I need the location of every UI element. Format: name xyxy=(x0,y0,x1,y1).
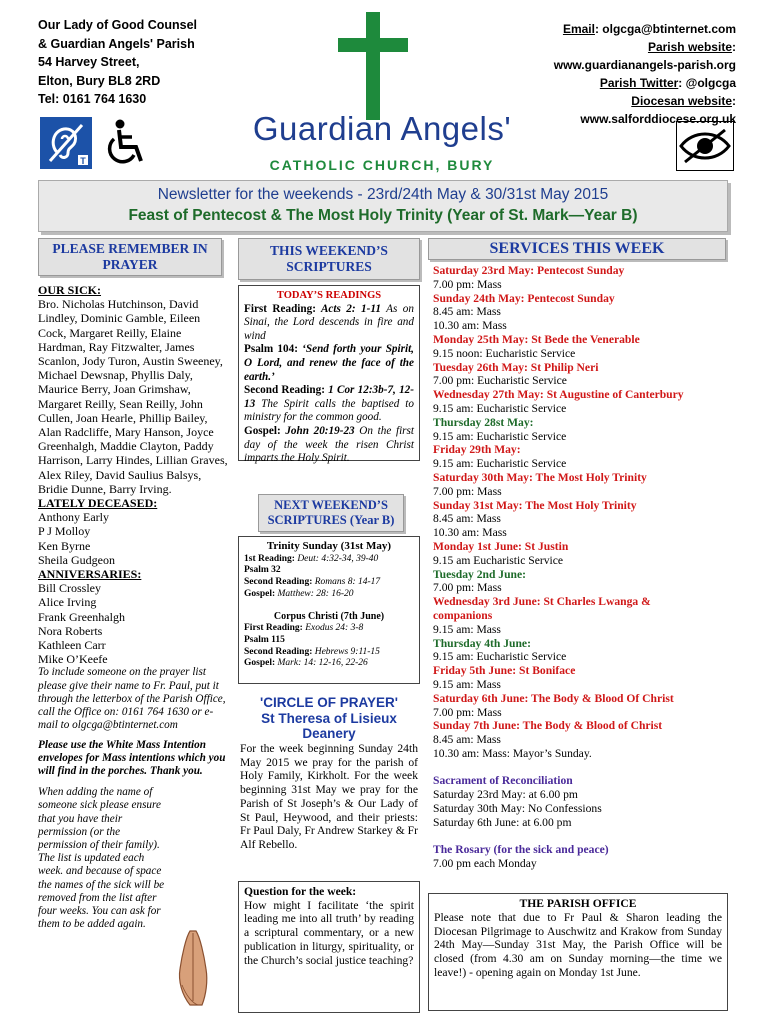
service-line: Monday 1st June: St Justin xyxy=(433,539,569,553)
reading-label: Psalm 115 xyxy=(244,634,285,645)
reading-ref: Deut: 4:32-34, 39-40 xyxy=(294,553,379,564)
psalm-label: Psalm 104: xyxy=(244,343,298,356)
address-line: 54 Harvey Street, xyxy=(38,55,140,69)
sick-permission-note: When adding the name of someone sick please ensure that you have their permission (or the permission of their family). The list is updated each week. and because of space the names of the sick will be removed from the list after four weeks. You can ask for them to be added again. xyxy=(38,786,165,931)
circle-of-prayer-heading xyxy=(240,695,418,742)
office-heading: THE PARISH OFFICE xyxy=(519,897,637,910)
sick-list: Bro. Nicholas Hutchinson, David Lindley, Dominic Gamble, Eileen Cock, Margaret Reilly, Elaine Hardman, Ray Fitzwalter, James Scanlon, Jody Turon, Austin Sweeney, Michael Dewsnap, Phyllis Daly, Maurice Berry, Joan Grimshaw, Margaret Reilly, Sean Reilly, John Cullen, Joan Hearle, Phillip Bailey, Alan Radcliffe, Mary Hanson, Joyce Greenhalgh, Maddie Clayton, Paddy Harrison, Larry Hindes, Lillian Graves, Alex Riley, David Saulius Balsys, Bridie Dunne, Barry Irving. xyxy=(38,297,228,496)
service-line: 7.00 pm: Mass xyxy=(433,705,502,719)
reading-ref: Exodus 24: 3-8 xyxy=(302,623,364,634)
service-line: Saturday 6th June: The Body & Blood Of Christ xyxy=(433,691,674,705)
reading-ref: Hebrews 9:11-15 xyxy=(312,646,380,657)
service-line: Saturday 23rd May: at 6.00 pm xyxy=(433,788,578,802)
anniversaries-heading: ANNIVERSARIES: xyxy=(38,567,142,582)
second-reading-ref: 1 Cor 12:3b-7, 12-13 xyxy=(244,384,414,410)
service-line: Saturday 6th June: at 6.00 pm xyxy=(433,815,572,829)
email-value[interactable]: : olgcga@btinternet.com xyxy=(594,22,736,36)
banner-feast: Feast of Pentecost & The Most Holy Trinity (Year of St. Mark—Year B) xyxy=(128,207,638,224)
todays-readings-box xyxy=(238,285,420,465)
service-line: 7.00 pm: Eucharistic Service xyxy=(433,374,567,388)
service-line: 7.00 pm: Mass xyxy=(433,581,502,595)
banner-dates: Newsletter for the weekends - 23rd/24th May & 30/31st May 2015 xyxy=(157,186,609,203)
service-line: 9.15 noon: Eucharistic Service xyxy=(433,346,576,360)
service-line: 10.30 am: Mass xyxy=(433,526,507,540)
reading-ref: Mark: 14: 12-16, 22-26 xyxy=(275,658,368,669)
anniversary-name: Frank Greenhalgh xyxy=(38,609,125,624)
address-line: Our Lady of Good Counsel xyxy=(38,18,198,32)
anniversary-name: Alice Irving xyxy=(38,595,97,610)
newsletter-banner xyxy=(38,180,728,232)
service-line: 9.15 am: Mass xyxy=(433,622,501,636)
service-line: 9.15 am: Eucharistic Service xyxy=(433,401,567,415)
prayer-heading: PLEASE REMEMBER IN PRAYER xyxy=(38,238,222,276)
first-reading-ref: Acts 2: 1-11 xyxy=(315,302,381,315)
svg-text:T: T xyxy=(80,156,86,166)
anniversary-name: Mike O’Keefe xyxy=(38,652,108,667)
anniversary-name: Bill Crossley xyxy=(38,581,102,596)
reading-label: 1st Reading: xyxy=(244,553,295,564)
service-line: Tuesday 2nd June: xyxy=(433,567,527,581)
second-reading-label: Second Reading: xyxy=(244,384,325,397)
first-reading-text: As on Sinai, the Lord descends in fire and wind xyxy=(244,302,414,342)
service-line: Sacrament of Reconciliation xyxy=(433,774,573,788)
deceased-name: Anthony Early xyxy=(38,510,109,525)
service-line: Monday 25th May: St Bede the Venerable xyxy=(433,332,640,346)
service-line: 8.45 am: Mass xyxy=(433,512,501,526)
service-line: Friday 5th June: St Boniface xyxy=(433,664,576,678)
scriptures-heading: THIS WEEKEND’S SCRIPTURES xyxy=(238,238,420,280)
gospel-text: On the first day of the week the risen Christ imparts the Holy Spirit. xyxy=(244,424,414,465)
service-line: Saturday 23rd May: Pentecost Sunday xyxy=(433,264,625,277)
service-line: Wednesday 3rd June: St Charles Lwanga & xyxy=(433,595,651,609)
service-line: 9.15 am: Eucharistic Service xyxy=(433,429,567,443)
diocese-label: Diocesan website xyxy=(631,94,732,108)
church-name: Guardian Angels' xyxy=(252,110,512,147)
address-line: Tel: 0161 764 1630 xyxy=(38,92,147,106)
website-label: Parish website xyxy=(647,40,732,54)
service-line: Saturday 30th May: The Most Holy Trinity xyxy=(433,470,647,484)
service-line: Thursday 28st May: xyxy=(433,415,534,429)
website-colon: : xyxy=(732,40,736,54)
cross-icon xyxy=(338,12,408,120)
second-reading-text: The Spirit calls the baptised to ministry for the common good. xyxy=(244,397,414,424)
prayer-list-note: To include someone on the prayer list please give their name to Fr. Paul, put it through the letterbox of the Parish Office, call the Office on: 0161 764 1630 or e-mail to olgcga@btinternet.com xyxy=(38,666,226,732)
reading-ref: Matthew: 28: 16-20 xyxy=(275,588,354,599)
deceased-heading: LATELY DECEASED: xyxy=(38,496,158,511)
service-line: The Rosary (for the sick and peace) xyxy=(433,843,609,857)
anniversary-name: Kathleen Carr xyxy=(38,638,106,653)
reading-label: Gospel: xyxy=(244,588,276,599)
service-line: Saturday 30th May: No Confessions xyxy=(433,802,602,816)
contact-info xyxy=(554,20,736,128)
service-line: Sunday 24th May: Pentecost Sunday xyxy=(433,291,615,305)
service-line: Wednesday 27th May: St Augustine of Canterbury xyxy=(433,388,684,402)
circle-deanery: St Theresa of Lisieux Deanery xyxy=(261,710,397,741)
service-line: Sunday 31st May: The Most Holy Trinity xyxy=(433,498,637,512)
service-line: 9.15 am: Mass xyxy=(433,677,501,691)
wheelchair-icon xyxy=(100,117,152,169)
diocese-link[interactable]: www.salforddiocese.org.uk xyxy=(580,112,736,126)
services-list xyxy=(433,264,725,871)
prayer-column xyxy=(38,283,228,931)
question-heading: Question for the week: xyxy=(244,885,357,898)
service-line: 7.00 pm: Mass xyxy=(433,484,502,498)
deceased-name: P J Molloy xyxy=(38,524,91,539)
service-line xyxy=(433,761,725,775)
question-box xyxy=(238,881,420,1013)
psalm-text: ‘Send forth your Spirit, O Lord, and renew the face of the earth.’ xyxy=(244,343,414,383)
service-line: 8.45 am: Mass xyxy=(433,305,501,319)
parish-address xyxy=(38,16,197,109)
gospel-label: Gospel: xyxy=(244,424,281,437)
eye-icon xyxy=(676,121,734,171)
service-line: Thursday 4th June: xyxy=(433,636,531,650)
website-link[interactable]: www.guardianangels-parish.org xyxy=(553,58,736,72)
office-text: Please note that due to Fr Paul & Sharon leading the Diocesan Pilgrimage to Auschwitz and Krakow from Sunday 24th May—Sunday 31st May, the Parish Office will be closed (from 4.30 am on Sunday morning—the time we leave!) - opening again on Monday 1st June. xyxy=(434,910,722,979)
praying-hands-image xyxy=(168,925,218,1007)
anniversary-name: Nora Roberts xyxy=(38,623,103,638)
reading-label: Psalm 32 xyxy=(244,565,281,576)
email-label: Email xyxy=(562,22,595,36)
address-line: Elton, Bury BL8 2RD xyxy=(38,73,161,88)
parish-office-box xyxy=(428,893,728,1011)
service-line: 8.45 am: Mass xyxy=(433,733,501,747)
services-heading: SERVICES THIS WEEK xyxy=(428,238,726,260)
question-text: How might I facilitate ‘the spirit leading me into all truth’ by reading a scriptural commentary, or a new publication in liturgy, spirituality, or the Church’s social justice teaching? xyxy=(244,898,414,967)
service-line xyxy=(433,830,725,844)
deceased-name: Ken Byrne xyxy=(38,538,91,553)
service-line: 9.15 am: Eucharistic Service xyxy=(433,650,567,664)
circle-title: 'CIRCLE OF PRAYER' xyxy=(260,695,398,710)
reading-label: Second Reading: xyxy=(244,577,313,588)
diocese-colon: : xyxy=(732,94,736,108)
church-subtitle: CATHOLIC CHURCH, BURY xyxy=(269,157,495,173)
twitter-value[interactable]: : @olgcga xyxy=(678,76,736,90)
hearing-loop-icon xyxy=(40,117,92,169)
trinity-heading: Trinity Sunday (31st May) xyxy=(266,540,392,552)
deceased-name: Sheila Gudgeon xyxy=(38,552,115,567)
service-line: 10.30 am: Mass: Mayor’s Sunday. xyxy=(433,746,592,760)
reading-label: Gospel: xyxy=(244,658,276,669)
circle-of-prayer-text: For the week beginning Sunday 24th May 2015 we pray for the parish of Holy Family, Kirkholt. For the week beginning 31st May we pray for the Parish of St Joseph’s & Our Lady of St Paul, Heywood, and their priests: Fr Paul Daly, Fr Andrew Starkey & Fr Alf Rebello. xyxy=(240,742,418,851)
service-line: Friday 29th May: xyxy=(433,443,521,457)
service-line: companions xyxy=(433,608,493,622)
gospel-ref: John 20:19-23 xyxy=(280,424,355,437)
corpus-heading: Corpus Christi (7th June) xyxy=(273,610,385,622)
service-line: 9.15 am Eucharistic Service xyxy=(433,553,564,567)
service-line: 9.15 am: Eucharistic Service xyxy=(433,457,567,471)
readings-heading: TODAY’S READINGS xyxy=(276,290,382,301)
next-readings-box xyxy=(238,536,420,684)
sick-heading: OUR SICK: xyxy=(38,283,102,297)
next-scriptures-heading: NEXT WEEKEND’S SCRIPTURES (Year B) xyxy=(258,494,404,532)
address-line: & Guardian Angels' Parish xyxy=(38,36,195,51)
service-line: Sunday 7th June: The Body & Blood of Christ xyxy=(433,719,663,733)
reading-ref: Romans 8: 14-17 xyxy=(312,577,381,588)
mass-intention-note: Please use the White Mass Intention envelopes for Mass intentions which you will find in the porches. Thank you. xyxy=(38,738,226,777)
reading-label: Second Reading: xyxy=(244,646,313,657)
service-line: 7.00 pm: Mass xyxy=(433,277,502,291)
service-line: Tuesday 26th May: St Philip Neri xyxy=(433,360,599,374)
reading-label: First Reading: xyxy=(244,623,303,634)
service-line: 10.30 am: Mass xyxy=(433,319,507,333)
first-reading-label: First Reading: xyxy=(244,302,316,315)
service-line: 7.00 pm each Monday xyxy=(433,857,537,871)
twitter-label: Parish Twitter xyxy=(599,76,679,90)
